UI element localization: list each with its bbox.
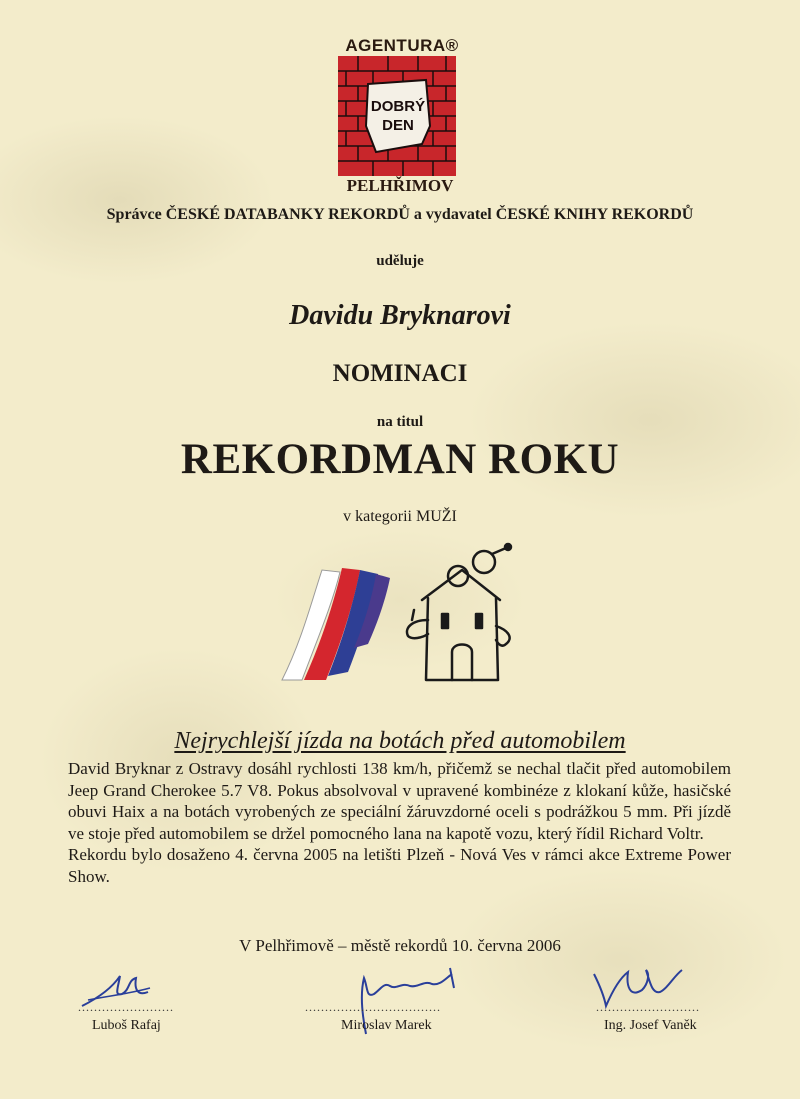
record-description xyxy=(68,758,731,887)
signatory-name-1: Luboš Rafaj xyxy=(92,1018,161,1033)
logo-brand-line2: DEN xyxy=(382,117,414,134)
for-title-label: na titul xyxy=(376,414,424,430)
recipient-name: Davidu Bryknarovi xyxy=(289,300,511,331)
signatory-name-3: Ing. Josef Vaněk xyxy=(604,1018,697,1033)
record-description-date: Rekordu bylo dosaženo 4. června 2005 na letišti Plzeň - Nová Ves v rámci akce Extreme Power Show. xyxy=(68,845,731,886)
signature-line-3: .......................... xyxy=(596,1000,700,1014)
signature-line-2: .................................. xyxy=(305,1000,441,1014)
agency-logo xyxy=(338,56,456,176)
logo-brand-line1: DOBRÝ xyxy=(370,98,426,115)
signature-line-1: ........................ xyxy=(78,1000,174,1014)
mascot-illustration xyxy=(262,540,527,690)
award-title: REKORDMAN ROKU xyxy=(180,436,620,483)
agency-label: AGENTURA® xyxy=(345,36,459,55)
place-date: V Pelhřimově – městě rekordů 10. června 2006 xyxy=(239,936,561,955)
administrator-line: Správce ČESKÉ DATABANKY REKORDŮ a vydavatel ČESKÉ KNIHY REKORDŮ xyxy=(106,206,694,223)
record-description-main: David Bryknar z Ostravy dosáhl rychlosti 138 km/h, přičemž se nechal tlačit před automobilem Jeep Grand Cherokee 5.7 V8. Pokus absolvoval v upravené kombinéze z klokaní kůže, hasičské obuvi Haix a na botách vyrobených ze speciální žáruvzdorné oceli s podrážkou 5 mm. Při jízdě ve stoje před automobilem se držel pomocného lana na kapotě vozu, který řídil Richard Voltr. xyxy=(68,759,731,843)
house-mascot-icon xyxy=(407,544,511,680)
nomination-label: NOMINACI xyxy=(332,360,468,387)
town-label: PELHŘIMOV xyxy=(346,176,454,195)
grants-line: uděluje xyxy=(376,253,424,269)
category-label: v kategorii MUŽI xyxy=(343,508,457,525)
record-title: Nejrychlejší jízda na botách před automobilem xyxy=(174,728,626,754)
flag-brush-icon xyxy=(282,568,390,680)
signatory-name-2: Miroslav Marek xyxy=(341,1018,432,1033)
